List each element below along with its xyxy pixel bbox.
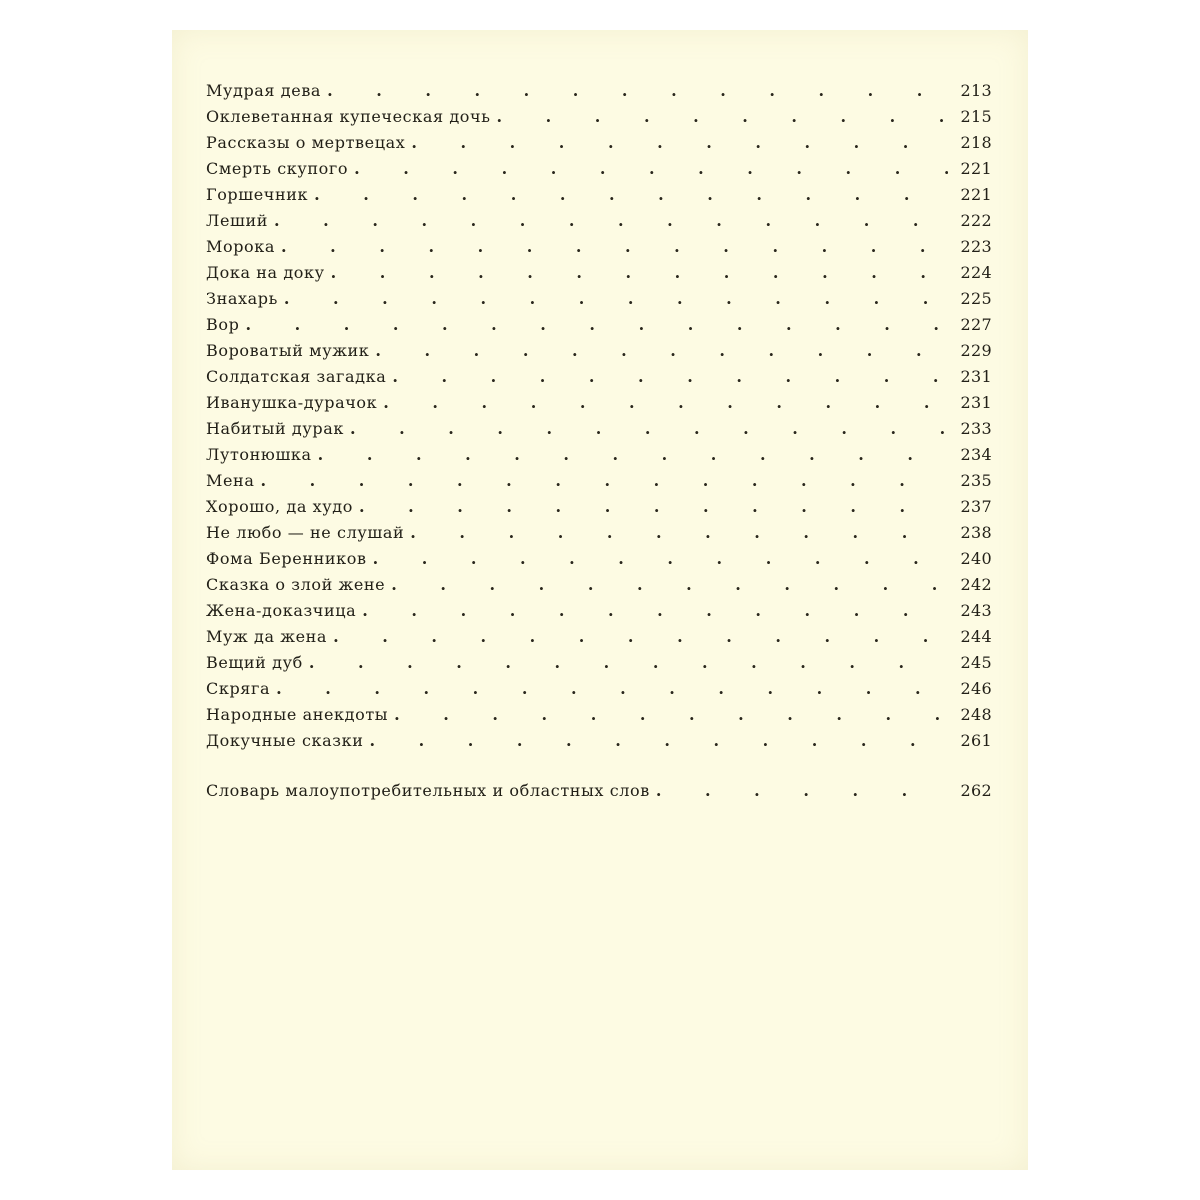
toc-entry-page: 225 [960,289,992,308]
toc-entry-title: Солдатская загадка [206,367,387,386]
toc-entry-title: Рассказы о мертвецах [206,133,406,152]
dot-leader [309,650,948,676]
dot-leader [391,572,948,598]
toc-entry [206,598,992,624]
toc-entry [206,702,992,728]
toc-entry [206,286,992,312]
toc-entry [206,494,992,520]
toc-entry [206,572,992,598]
toc-entry-page: 235 [960,471,992,490]
dot-leader [656,778,948,804]
toc-entry-title: Морока [206,237,276,256]
toc-entry [206,364,992,390]
dot-leader [276,676,948,702]
toc-entry-page: 240 [960,549,992,568]
toc-entry-page: 238 [960,523,992,542]
toc-entry [206,338,992,364]
dot-leader [350,416,948,442]
toc-entry-title: Муж да жена [206,627,328,646]
dot-leader [362,598,948,624]
table-of-contents [206,78,992,804]
toc-entry-title: Не любо — не слушай [206,523,405,542]
dot-leader [359,494,948,520]
toc-entry-title: Сказка о злой жене [206,575,386,594]
toc-entry-page: 234 [960,445,992,464]
toc-entry-title: Мена [206,471,255,490]
dot-leader [274,208,948,234]
toc-entry-page: 244 [960,627,992,646]
section-gap [206,754,992,778]
dot-leader [369,728,948,754]
dot-leader [260,468,948,494]
toc-entry [206,416,992,442]
toc-entry [206,442,992,468]
toc-entry-page: 223 [960,237,992,256]
toc-entry-page: 246 [960,679,992,698]
toc-entry-title: Фома Беренников [206,549,367,568]
dot-leader [333,624,948,650]
toc-entry-page: 243 [960,601,992,620]
toc-entry [206,650,992,676]
toc-entry-page: 245 [960,653,992,672]
toc-entry-title: Народные анекдоты [206,705,389,724]
toc-entry [206,182,992,208]
dot-leader [327,78,948,104]
toc-entry [206,676,992,702]
toc-entry-page: 213 [960,81,992,100]
toc-entry-title: Набитый дурак [206,419,344,438]
dot-leader [314,182,948,208]
dot-leader [410,520,948,546]
toc-entry-title: Оклеветанная купеческая дочь [206,107,491,126]
dot-leader [281,234,948,260]
toc-entry [206,130,992,156]
toc-entry-title: Хорошо, да худо [206,497,353,516]
toc-entry [206,260,992,286]
dot-leader [354,156,948,182]
toc-entry-page: 215 [960,107,992,126]
toc-entry-page: 218 [960,133,992,152]
dot-leader [394,702,948,728]
toc-entry [206,78,992,104]
dot-leader [497,104,948,130]
dot-leader [411,130,948,156]
toc-entry-page: 221 [960,185,992,204]
toc-entry-title: Вещий дуб [206,653,303,672]
toc-entry-page: 224 [960,263,992,282]
dot-leader [373,546,948,572]
toc-entry-title: Горшечник [206,185,309,204]
dot-leader [318,442,948,468]
toc-entry-title: Смерть скупого [206,159,349,178]
toc-entry-page: 248 [960,705,992,724]
toc-entry-title: Леший [206,211,269,230]
toc-entry-page: 231 [960,393,992,412]
toc-entry [206,624,992,650]
toc-entry [206,546,992,572]
dot-leader [375,338,948,364]
toc-entry-title: Знахарь [206,289,278,308]
toc-entry-title: Вороватый мужик [206,341,370,360]
toc-entry-page: 227 [960,315,992,334]
toc-entry [206,312,992,338]
toc-entry-page: 242 [960,575,992,594]
toc-entry-page: 231 [960,367,992,386]
toc-entry-title: Жена-доказчица [206,601,357,620]
dot-leader [392,364,948,390]
toc-entry-title: Докучные сказки [206,731,364,750]
toc-entry [206,728,992,754]
toc-entry-page: 229 [960,341,992,360]
toc-entry [206,104,992,130]
toc-entry [206,390,992,416]
toc-entry-title: Вор [206,315,240,334]
toc-appendix-entry [206,778,992,804]
toc-entry [206,520,992,546]
toc-entry-page: 261 [960,731,992,750]
toc-entry-title: Скряга [206,679,271,698]
toc-entry [206,156,992,182]
toc-entry-title: Дока на доку [206,263,325,282]
toc-entry-page: 237 [960,497,992,516]
toc-entry-page: 222 [960,211,992,230]
toc-entry-title: Словарь малоупотребительных и областных слов [206,781,650,800]
dot-leader [331,260,948,286]
dot-leader [284,286,948,312]
dot-leader [245,312,948,338]
dot-leader [383,390,948,416]
toc-entry-title: Мудрая дева [206,81,322,100]
toc-entry-page: 262 [960,781,992,800]
toc-entry-page: 221 [960,159,992,178]
toc-entry [206,208,992,234]
toc-entry-title: Лутонюшка [206,445,312,464]
toc-entry [206,234,992,260]
toc-entry-title: Иванушка-дурачок [206,393,378,412]
toc-entry [206,468,992,494]
toc-entry-page: 233 [960,419,992,438]
